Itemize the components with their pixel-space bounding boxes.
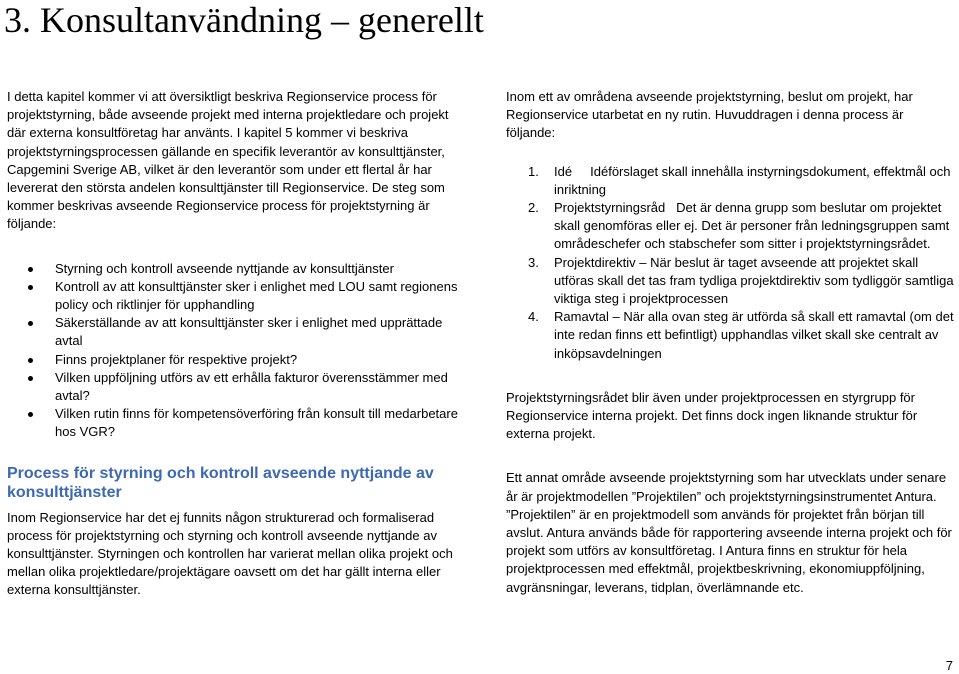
project-model-paragraph: Ett annat område avseende projektstyrning som har utvecklats under senare år är projektmodellen ”Projektilen” och projektstyrningsinstrumentet Antura. ”Projektilen” är en projektmodell som används för projektet från början till avslut. Antura används både för rapportering avseende interna projekt och för projekt som utförs av konsultföretag. I Antura finns en struktur för hela projektprocessen med effektmål, projektbeskrivning, ekonomiuppföljning, avgränsningar, leverans, tidplan, överlämnande etc.	[506, 470, 952, 595]
page-title: 3. Konsultanvändning – generellt	[4, 0, 484, 40]
list-item: Vilken uppföljning utförs av ett erhålla fakturor överensstämmer med avtal?	[7, 369, 469, 405]
bullet-icon	[28, 376, 33, 381]
step-number: 4.	[528, 309, 539, 325]
section-heading: Process för styrning och kontroll avseende nyttjande av konsulttjänster	[7, 464, 434, 501]
list-item: Styrning och kontroll avseende nyttjande av konsulttjänster	[7, 260, 469, 278]
left-column	[7, 88, 469, 600]
list-item: 4. Ramavtal – När alla ovan steg är utförda så skall ett ramavtal (om det inte redan finns ett befintligt) upphandlas vilket skall ske centralt av inköpsavdelningen	[528, 309, 954, 361]
bullet-icon	[28, 321, 33, 326]
right-column	[506, 88, 956, 597]
list-item: Kontroll av att konsulttjänster sker i enlighet med LOU samt regionens policy och riktlinjer för upphandling	[7, 278, 469, 314]
steering-group-paragraph: Projektstyrningsrådet blir även under projektprocessen en styrgrupp för Regionservice interna projekt. Det finns dock ingen liknande struktur för externa projekt.	[506, 389, 918, 442]
list-item: 2. Projektstyrningsråd Det är denna grupp som beslutar om projektet skall genomföras eller ej. Det är personer från ledningsgruppen samt områdeschefer och stabschefer som sitter i projektstyrningsrådet.	[528, 200, 953, 252]
step-number: 1.	[528, 163, 539, 179]
list-item: Finns projektplaner för respektive projekt?	[7, 351, 469, 369]
bullet-icon	[28, 285, 33, 290]
step-number: 2.	[528, 200, 539, 216]
list-item: Säkerställande av att konsulttjänster sker i enlighet med upprättade avtal	[7, 314, 469, 350]
bullet-icon	[28, 412, 33, 417]
intro-paragraph: I detta kapitel kommer vi att översiktligt beskriva Regionservice process för projektstyrning, både avseende projekt med interna projektledare och projekt där externa konsultföretag har använts. I kapitel 5 kommer vi beskriva projektstyrningsprocessen gällande en specifik leverantör av konsulttjänster, Capgemini Sverige AB, vilket är den leverantör som under ett flertal år har levererat den största andelen konsulttjänster till Regionservice. De steg som kommer beskrivas avseende Regionservice process för projektstyrning är följande:	[7, 89, 449, 232]
bullet-icon	[28, 267, 33, 272]
bullet-icon	[28, 358, 33, 363]
page-number: 7	[945, 658, 953, 673]
step-number: 3.	[528, 254, 539, 270]
bullet-list	[7, 260, 469, 442]
list-item: 3. Projektdirektiv – När beslut är taget avseende att projektet skall utföras skall det tas fram tydliga projektdirektiv som tydliggör samtliga viktiga steg i projektprocessen	[528, 254, 954, 307]
list-item: Vilken rutin finns för kompetensöverföring från konsult till medarbetare hos VGR?	[7, 405, 469, 441]
numbered-list	[506, 163, 956, 363]
routine-intro-paragraph: Inom ett av områdena avseende projektstyrning, beslut om projekt, har Regionservice utarbetat en ny rutin. Huvuddragen i denna process är följande:	[506, 89, 913, 141]
list-item: 1. Idé Idéförslaget skall innehålla instyrningsdokument, effektmål och inriktning	[528, 163, 955, 197]
process-paragraph: Inom Regionservice har det ej funnits någon strukturerad och formaliserad process för projektstyrning och styrning och kontroll avseende nyttjande av konsulttjänster. Styrningen och kontrollen har varierat mellan olika projekt och mellan olika projektledare/projektägare oavsett om det har gällt interna eller externa konsulttjänster.	[7, 509, 453, 598]
